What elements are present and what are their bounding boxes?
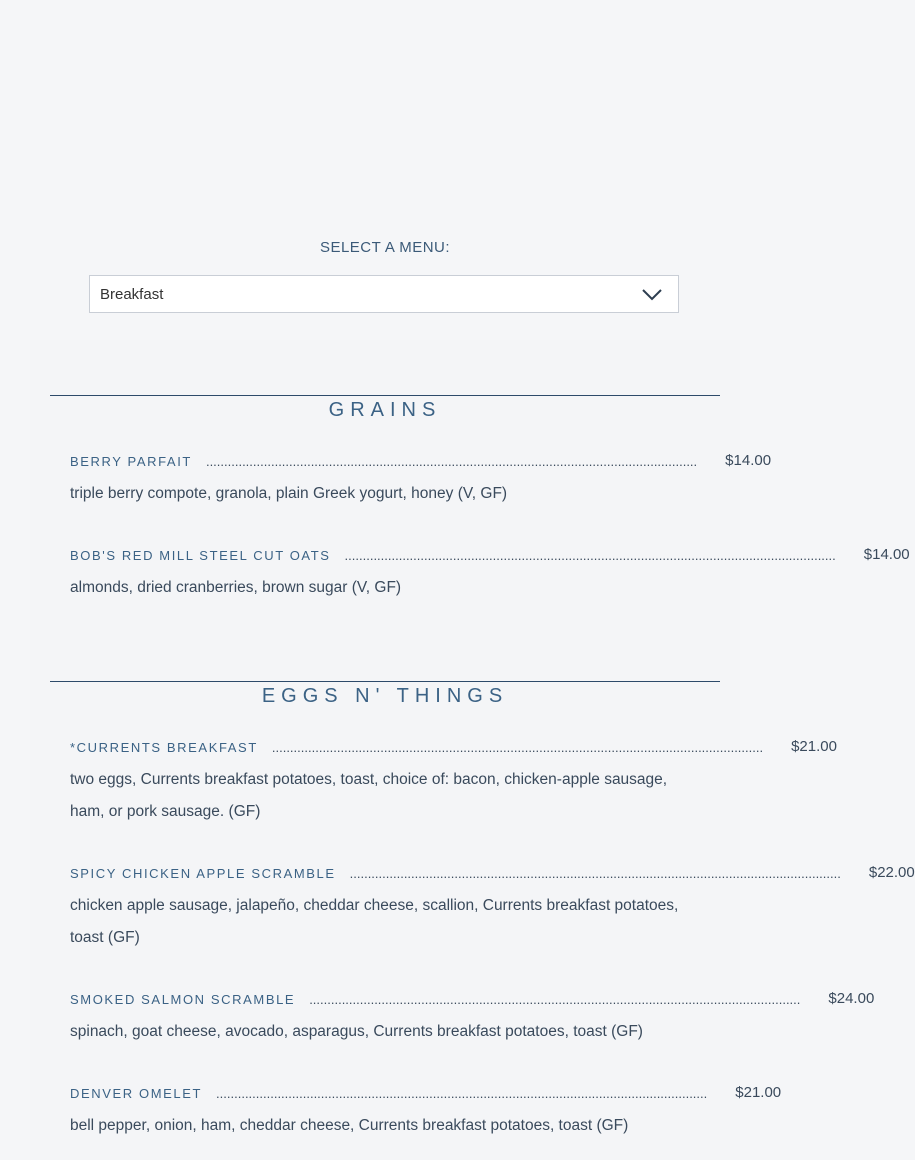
menu-item: [70, 1080, 782, 1142]
section-divider: [50, 681, 720, 682]
dot-leader: ........................................................................................................................................: [271, 740, 764, 755]
item-description: bell pepper, onion, ham, cheddar cheese, Currents breakfast potatoes, toast (GF): [70, 1117, 629, 1134]
menu-item: [70, 860, 915, 954]
item-description: almonds, dried cranberries, brown sugar (V, GF): [70, 579, 402, 596]
item-description: chicken apple sausage, jalapeño, cheddar cheese, scallion, Currents breakfast potatoes, toast (GF): [70, 897, 679, 946]
section-title-grains: GRAINS: [328, 399, 442, 421]
menu-item: [70, 448, 772, 510]
menu-item: [70, 734, 837, 828]
dot-leader: ........................................................................................................................................: [216, 1086, 708, 1101]
item-price: $21.00: [735, 1084, 782, 1101]
item-description: spinach, goat cheese, avocado, asparagus, Currents breakfast potatoes, toast (GF): [70, 1023, 643, 1040]
dot-leader: ........................................................................................................................................: [205, 454, 698, 469]
section-divider: [50, 395, 720, 396]
item-name: SPICY CHICKEN APPLE SCRAMBLE: [70, 866, 336, 881]
section-title-eggs: EGGS N' THINGS: [261, 685, 509, 707]
dot-leader: ........................................................................................................................................: [309, 992, 801, 1007]
item-price: $14.00: [863, 546, 910, 563]
menu-select-dropdown[interactable]: [89, 275, 679, 313]
dot-leader: ........................................................................................................................................: [349, 866, 841, 881]
menu-select-value: Breakfast: [100, 286, 164, 303]
item-name: BOB'S RED MILL STEEL CUT OATS: [70, 548, 331, 563]
item-name: SMOKED SALMON SCRAMBLE: [70, 992, 296, 1007]
menu-item: [70, 542, 910, 604]
item-name: *CURRENTS BREAKFAST: [70, 740, 258, 755]
menu-item: [70, 986, 875, 1048]
item-price: $21.00: [791, 738, 837, 755]
item-name: BERRY PARFAIT: [70, 454, 192, 469]
item-price: $14.00: [725, 452, 772, 469]
menu-select-label: SELECT A MENU:: [319, 239, 451, 256]
item-name: DENVER OMELET: [70, 1086, 203, 1101]
chevron-down-icon: [640, 285, 664, 303]
item-description: two eggs, Currents breakfast potatoes, toast, choice of: bacon, chicken-apple sausage, ham, or pork sausage. (GF): [70, 771, 668, 820]
item-price: $24.00: [828, 990, 875, 1007]
item-price: $22.00: [868, 864, 915, 881]
item-description: triple berry compote, granola, plain Greek yogurt, honey (V, GF): [70, 485, 508, 502]
dot-leader: ........................................................................................................................................: [344, 548, 836, 563]
